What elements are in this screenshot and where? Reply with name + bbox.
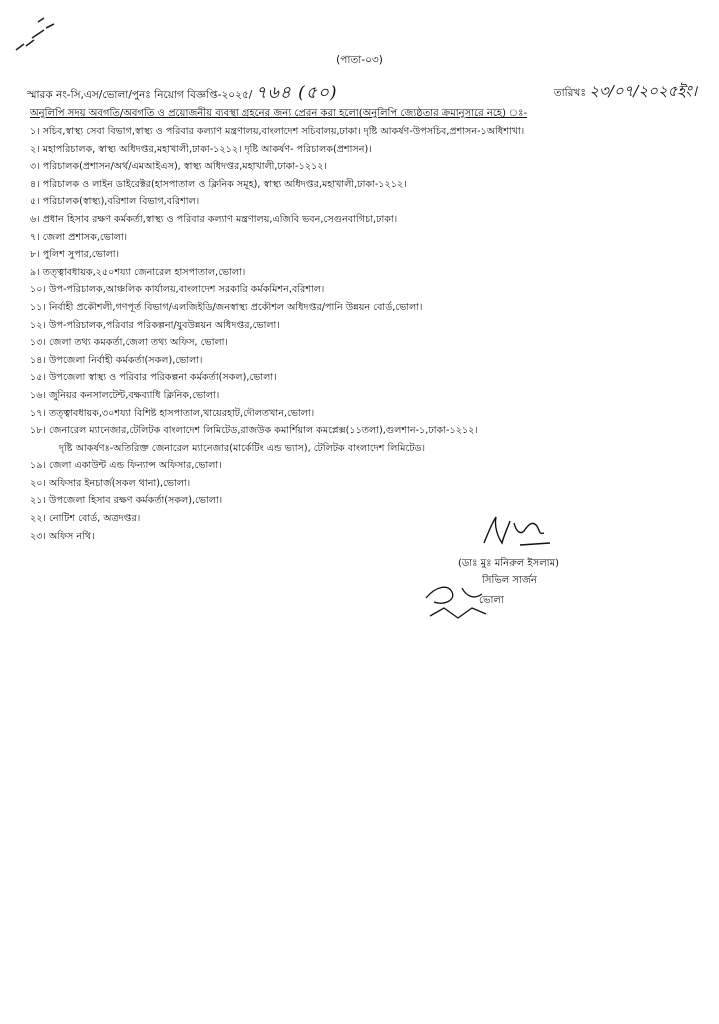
recipient-text: নির্বাহী প্রকৌশলী,গণপূর্ত বিভাগ/এলজিইডি/জনস্বাস্থ্য প্রকৌশল অধিদপ্তর/পানি উন্নয়ন বোর্ড,ভোলা। (48, 301, 423, 313)
signature-mark (480, 513, 560, 553)
recipient-text: প্রধান হিসাব রক্ষণ কর্মকর্তা,স্বাস্থ্য ও পরিবার কল্যাণ মন্ত্রণালয়,এজিবি ভবন,সেগুনবাগিচা,ঢাকা। (42, 213, 398, 225)
memo-date (554, 80, 697, 105)
recipient-row (30, 281, 700, 299)
recipient-row (30, 317, 700, 335)
recipient-number: ২২। (30, 513, 46, 525)
recipient-row (30, 123, 700, 141)
recipient-text: উপজেলা নির্বাহী কর্মকর্তা(সকল),ভোলা। (48, 354, 203, 366)
recipient-note: দৃষ্টি আকর্ষণঃ-অতিরিক্ত জেনারেল ম্যানেজার(মার্কেটিং এন্ড ভ্যাস), টেলিটক বাংলাদেশ লিমিটেড। (59, 442, 426, 454)
recipient-row (30, 457, 700, 475)
scan-smudge (14, 14, 62, 54)
recipient-number: ১৫। (30, 372, 46, 384)
recipient-text: উপ-পরিচালক,আঞ্চলিক কার্যালয়,বাংলাদেশ সরকারি কর্মকমিশন,বরিশাল। (48, 284, 325, 296)
signatory-office: ভোলা (479, 595, 504, 606)
recipient-list (30, 123, 700, 545)
signatory-name: (ডাঃ মুঃ মনিরুল ইসলাম) (458, 558, 560, 569)
recipient-number: ৫। (30, 196, 40, 208)
recipient-row (30, 369, 700, 387)
memo-number: ৭৬৪ (৫০) (255, 83, 338, 103)
recipient-text: জেলা একাউন্ট এন্ড ফিন্যান্স অফিসার,ভোলা। (48, 460, 222, 472)
recipient-text: অফিসার ইনচার্জ(সকল থানা),ভোলা। (48, 477, 191, 489)
recipient-text: জেলা তথ্য কমকর্তা,জেলা তথ্য অফিস, ভোলা। (48, 337, 228, 349)
copy-heading: অনুলিপি সদয় অবগতি/অবগতি ও প্রয়োজনীয় ব্যবস্থা গ্রহনের জন্য প্রেরন করা হলো(অনুলিপি জ্যেষ্ঠতার ক্রমানুসারে নহে) ঃ- (30, 108, 528, 119)
recipient-text: জেলা প্রশাসক,ভোলা। (42, 231, 128, 243)
page-number: (পাতা-০৩) (336, 54, 383, 66)
recipient-number: ১০। (30, 284, 46, 296)
memo-line (27, 78, 697, 103)
recipient-number: ১৬। (30, 389, 46, 401)
recipient-row (30, 246, 700, 264)
date-value: ২৩/০৭/২০২৫ইং। (589, 82, 697, 100)
recipient-row (30, 299, 700, 317)
recipient-text: সচিব,স্বাস্থ্য সেবা বিভাগ,স্বাস্থ্য ও পরিবার কল্যাণ মন্ত্রণালয়,বাংলাদেশ সচিবালয়,ঢাকা। দৃষ্টি আকর্ষণ-উপসচিব,প্রশাসন-১অধিশাখা। (42, 126, 525, 137)
recipient-number: ৮। (30, 249, 40, 261)
recipient-text: পরিচালক(প্রশাসন/অর্থ/এমআইএস), স্বাস্থ্য অধিদপ্তর,মহাখালী,ঢাকা-১২১২। (42, 161, 327, 173)
recipient-number: ২১। (30, 495, 46, 507)
recipient-text: উপজেলা হিসাব রক্ষণ কর্মকর্তা(সকল),ভোলা। (48, 495, 223, 507)
recipient-row (30, 475, 700, 493)
recipient-number: ১৭। (30, 407, 46, 419)
recipient-row (30, 492, 700, 510)
recipient-number: ২৩। (30, 530, 46, 542)
recipient-row (30, 158, 700, 176)
recipient-text: তত্ত্বাবধায়ক,৩০শয্যা বিশিষ্ট হাসপাতাল,খায়েরহাট,দৌলতখান,ভোলা। (48, 407, 315, 419)
recipient-row (30, 405, 700, 423)
recipient-number: ১। (30, 126, 40, 137)
recipient-number: ৬। (30, 213, 40, 225)
initial-scribble (422, 578, 492, 624)
recipient-row (30, 264, 700, 282)
recipient-text: অফিস নথি। (48, 530, 95, 542)
recipient-row (30, 229, 700, 247)
memo-prefix: স্মারক নং-সি,এস/ভোলা/পুনঃ নিয়োগ বিজ্ঞপ্তি-২০২৫/ (27, 89, 253, 101)
recipient-text: উপ-পরিচালক,পরিবার পরিকল্পনা/যুবউন্নয়ন অধিদপ্তর,ভোলা। (48, 319, 280, 331)
recipient-text: উপজেলা স্বাস্থ্য ও পরিবার পরিকল্পনা কর্মকর্তা(সকল),ভোলা। (48, 372, 277, 384)
recipient-number: ১৯। (30, 460, 46, 472)
recipient-text: মহাপরিচালক, স্বাস্থ্য অধিদপ্তর,মহাখালী,ঢাকা-১২১২। দৃষ্টি আকর্ষণ- পরিচালক(প্রশাসন)। (42, 143, 372, 155)
recipient-number: ২। (30, 143, 40, 155)
recipient-number: ৯। (30, 266, 40, 278)
recipient-text: জেনারেল ম্যানেজার,টেলিটক বাংলাদেশ লিমিটেড,রাজউক কমার্শিয়াল কমপ্লেক্স(১১তলা),গুলশান-১,ঢাকা-১২১২। (48, 425, 478, 437)
recipient-number: ৪। (30, 178, 40, 190)
recipient-row (30, 211, 700, 229)
recipient-number: ২০। (30, 477, 46, 489)
recipient-text: পুলিশ সুপার,ভোলা। (42, 249, 119, 261)
recipient-row (30, 334, 700, 352)
recipient-text: নোটিশ বোর্ড, অত্রদপ্তর। (48, 513, 141, 525)
recipient-row (30, 141, 700, 159)
recipient-text: পরিচালক(স্বাস্থ্য),বরিশাল বিভাগ,বরিশাল। (42, 196, 200, 208)
recipient-text: পরিচালক ও লাইন ডাইরেক্টর(হাসপাতাল ও ক্লিনিক সমূহ), স্বাস্থ্য অধিদপ্তর,মহাখালী,ঢাকা-১২১২। (42, 178, 407, 190)
recipient-number: ১২। (30, 319, 46, 331)
recipient-text: জুনিয়র কনসালটেন্ট,বক্ষব্যাধি ক্লিনিক,ভোলা। (48, 389, 220, 401)
recipient-row (30, 176, 700, 194)
recipient-row (30, 193, 700, 211)
memo-reference (27, 80, 338, 108)
recipient-number: ১৮। (30, 425, 46, 437)
recipient-number: ৩। (30, 161, 40, 173)
recipient-row (30, 387, 700, 405)
recipient-row (30, 510, 700, 528)
recipient-row (30, 352, 700, 370)
recipient-row (30, 422, 700, 440)
date-label: তারিখঃ (553, 87, 586, 99)
recipient-number: ১৩। (30, 337, 46, 349)
recipient-row (30, 528, 700, 546)
recipient-text: তত্ত্বাবধায়ক,২৫০শয্যা জেনারেল হাসপাতাল,ভোলা। (42, 266, 246, 278)
recipient-number: ১৪। (30, 354, 46, 366)
recipient-number: ৭। (30, 231, 40, 243)
signatory-designation: সিভিল সার্জন (482, 575, 537, 586)
recipient-number: ১১। (30, 301, 46, 313)
